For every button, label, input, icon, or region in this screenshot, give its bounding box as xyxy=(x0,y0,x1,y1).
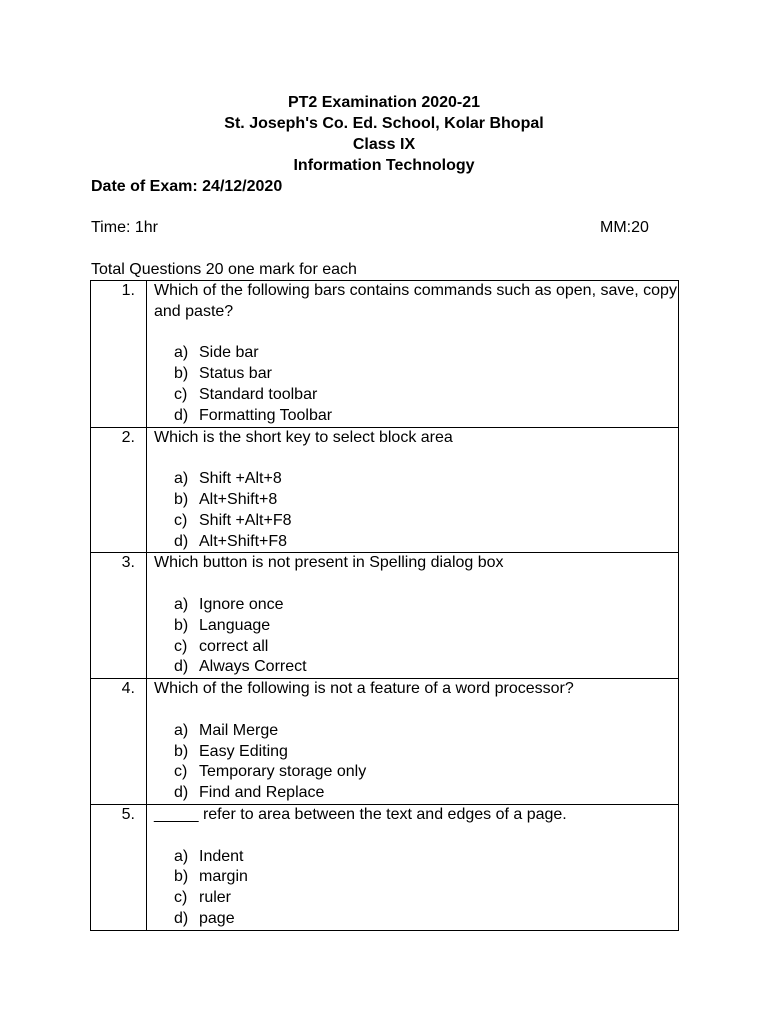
question-row xyxy=(91,281,679,428)
option-label: a) xyxy=(174,721,189,739)
answer-option xyxy=(154,595,678,616)
question-text: Which button is not present in Spelling dialog box xyxy=(154,554,504,572)
max-marks: MM:20 xyxy=(600,219,649,236)
option-text: Always Correct xyxy=(199,658,307,676)
option-label: d) xyxy=(174,532,189,550)
question-row xyxy=(91,804,679,930)
option-text: Side bar xyxy=(199,344,259,362)
question-text: _____ refer to area between the text and edges of a page. xyxy=(154,805,567,823)
question-body xyxy=(147,427,679,553)
answer-option xyxy=(154,532,678,553)
question-text: Which is the short key to select block area xyxy=(154,428,453,446)
school-name: St. Joseph's Co. Ed. School, Kolar Bhopal xyxy=(224,115,544,132)
answer-option xyxy=(154,385,678,406)
question-body xyxy=(147,281,679,428)
answer-option xyxy=(154,364,678,385)
subject-name: Information Technology xyxy=(293,157,475,174)
question-spacer xyxy=(154,700,678,721)
option-text: Temporary storage only xyxy=(199,763,367,781)
option-label: b) xyxy=(174,868,189,886)
question-body xyxy=(147,553,679,679)
question-spacer xyxy=(154,826,678,847)
option-label: a) xyxy=(174,344,189,362)
question-number: 4. xyxy=(91,679,147,805)
question-row xyxy=(91,427,679,553)
answer-option xyxy=(154,469,678,490)
option-text: Standard toolbar xyxy=(199,385,318,403)
option-label: a) xyxy=(174,470,189,488)
answer-option xyxy=(154,490,678,511)
class-name: Class IX xyxy=(352,136,416,153)
answer-option xyxy=(154,406,678,427)
option-text: Ignore once xyxy=(199,595,284,613)
option-text: Indent xyxy=(199,847,244,865)
answer-option xyxy=(154,742,678,763)
option-label: c) xyxy=(174,889,188,907)
question-body xyxy=(147,679,679,805)
option-text: Formatting Toolbar xyxy=(199,406,333,424)
exam-title: PT2 Examination 2020-21 xyxy=(287,94,481,111)
answer-option xyxy=(154,657,678,678)
option-text: Alt+Shift+8 xyxy=(199,490,278,508)
question-number: 2. xyxy=(91,427,147,553)
exam-header xyxy=(0,92,768,176)
question-spacer xyxy=(154,448,678,469)
answer-option xyxy=(154,888,678,909)
option-text: Mail Merge xyxy=(199,721,279,739)
answer-option xyxy=(154,909,678,930)
date-of-exam: Date of Exam: 24/12/2020 xyxy=(91,178,283,195)
answer-option xyxy=(154,637,678,658)
option-text: ruler xyxy=(199,889,232,907)
answer-option xyxy=(154,867,678,888)
option-label: c) xyxy=(174,385,188,403)
question-text: Which of the following is not a feature of a word processor? xyxy=(154,680,574,698)
option-label: c) xyxy=(174,763,188,781)
answer-option xyxy=(154,847,678,868)
option-label: a) xyxy=(174,595,189,613)
exam-time: Time: 1hr xyxy=(91,219,158,236)
option-label: b) xyxy=(174,490,189,508)
question-body xyxy=(147,804,679,930)
total-questions-note: Total Questions 20 one mark for each xyxy=(91,261,357,278)
question-row xyxy=(91,553,679,679)
option-text: margin xyxy=(199,868,248,886)
answer-option xyxy=(154,616,678,637)
option-text: Find and Replace xyxy=(199,784,325,802)
option-text: correct all xyxy=(199,637,269,655)
questions-table xyxy=(90,280,679,931)
option-text: Alt+Shift+F8 xyxy=(199,532,288,550)
option-label: b) xyxy=(174,616,189,634)
option-text: Language xyxy=(199,616,271,634)
option-text: Status bar xyxy=(199,365,272,383)
option-label: d) xyxy=(174,658,189,676)
option-text: page xyxy=(199,909,235,927)
option-text: Shift +Alt+8 xyxy=(199,470,282,488)
question-number: 3. xyxy=(91,553,147,679)
option-label: b) xyxy=(174,365,189,383)
question-spacer xyxy=(154,574,678,595)
option-label: b) xyxy=(174,742,189,760)
option-label: c) xyxy=(174,637,188,655)
answer-option xyxy=(154,783,678,804)
option-text: Shift +Alt+F8 xyxy=(199,511,292,529)
option-label: d) xyxy=(174,784,189,802)
option-label: a) xyxy=(174,847,189,865)
answer-option xyxy=(154,721,678,742)
question-text: Which of the following bars contains commands such as open, save, copy and paste? xyxy=(154,282,677,320)
option-text: Easy Editing xyxy=(199,742,288,760)
question-number: 5. xyxy=(91,804,147,930)
option-label: d) xyxy=(174,909,189,927)
question-row xyxy=(91,679,679,805)
answer-option xyxy=(154,511,678,532)
question-number: 1. xyxy=(91,281,147,428)
option-label: d) xyxy=(174,406,189,424)
answer-option xyxy=(154,762,678,783)
option-label: c) xyxy=(174,511,188,529)
question-spacer xyxy=(154,323,678,344)
answer-option xyxy=(154,343,678,364)
